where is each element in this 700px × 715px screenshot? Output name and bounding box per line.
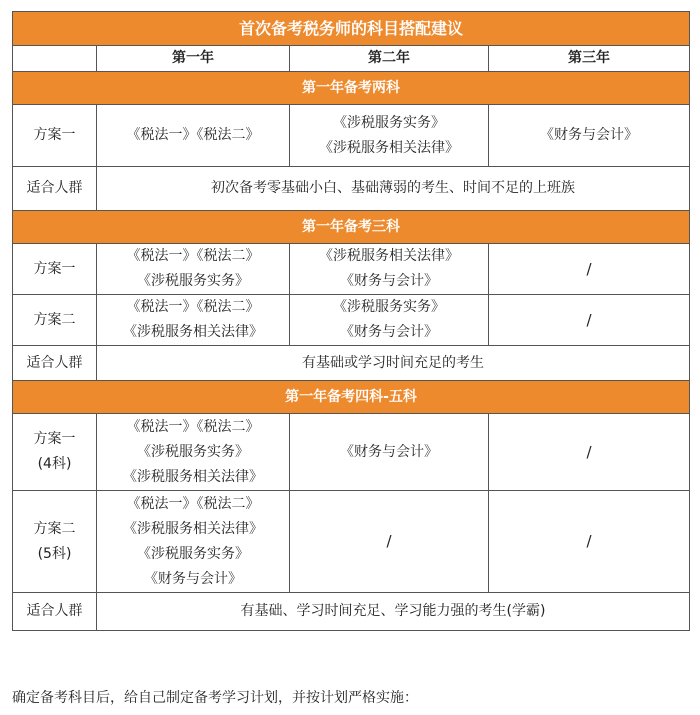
year3-subjects: / <box>489 244 690 295</box>
table-row <box>13 414 690 491</box>
table-row <box>13 346 690 381</box>
section-heading: 第一年备考四科-五科 <box>13 381 690 414</box>
year1-subjects: 《税法一》《税法二》 《涉税服务实务》 《涉税服务相关法律》 <box>97 414 290 491</box>
year2-subjects: 《涉税服务实务》 《财务与会计》 <box>290 295 489 346</box>
suited-text: 初次备考零基础小白、基础薄弱的考生、时间不足的上班族 <box>97 167 690 211</box>
suited-label: 适合人群 <box>13 167 97 211</box>
year1-subjects: 《税法一》《税法二》 <box>97 105 290 167</box>
year2-subjects: 《财务与会计》 <box>290 414 489 491</box>
table-row <box>13 593 690 631</box>
suited-label: 适合人群 <box>13 593 97 631</box>
year3-subjects: / <box>489 295 690 346</box>
year3-subjects: / <box>489 491 690 593</box>
year1-subjects: 《税法一》《税法二》 《涉税服务实务》 <box>97 244 290 295</box>
subject-plan-table <box>12 11 690 631</box>
year3-subjects: 《财务与会计》 <box>489 105 690 167</box>
plan-label: 方案二 (5科) <box>13 491 97 593</box>
header-empty-cell <box>13 46 97 72</box>
plan-label: 方案一 <box>13 244 97 295</box>
plan-label: 方案二 <box>13 295 97 346</box>
year2-subjects: / <box>290 491 489 593</box>
suited-text: 有基础、学习时间充足、学习能力强的考生(学霸) <box>97 593 690 631</box>
table-row <box>13 295 690 346</box>
header-year-3: 第三年 <box>489 46 690 72</box>
section-heading: 第一年备考两科 <box>13 72 690 105</box>
table-row <box>13 167 690 211</box>
plan-label: 方案一 (4科) <box>13 414 97 491</box>
table-row <box>13 244 690 295</box>
table-title: 首次备考税务师的科目搭配建议 <box>13 12 690 46</box>
suited-text: 有基础或学习时间充足的考生 <box>97 346 690 381</box>
suited-label: 适合人群 <box>13 346 97 381</box>
plan-label: 方案一 <box>13 105 97 167</box>
footer-note: 确定备考科目后，给自己制定备考学习计划，并按计划严格实施： <box>12 690 418 706</box>
header-year-1: 第一年 <box>97 46 290 72</box>
year1-subjects: 《税法一》《税法二》 《涉税服务相关法律》 <box>97 295 290 346</box>
year2-subjects: 《涉税服务相关法律》 《财务与会计》 <box>290 244 489 295</box>
table-row <box>13 491 690 593</box>
year3-subjects: / <box>489 414 690 491</box>
year1-subjects: 《税法一》《税法二》 《涉税服务相关法律》 《涉税服务实务》 《财务与会计》 <box>97 491 290 593</box>
table-row <box>13 105 690 167</box>
year2-subjects: 《涉税服务实务》 《涉税服务相关法律》 <box>290 105 489 167</box>
section-heading: 第一年备考三科 <box>13 211 690 244</box>
header-year-2: 第二年 <box>290 46 489 72</box>
